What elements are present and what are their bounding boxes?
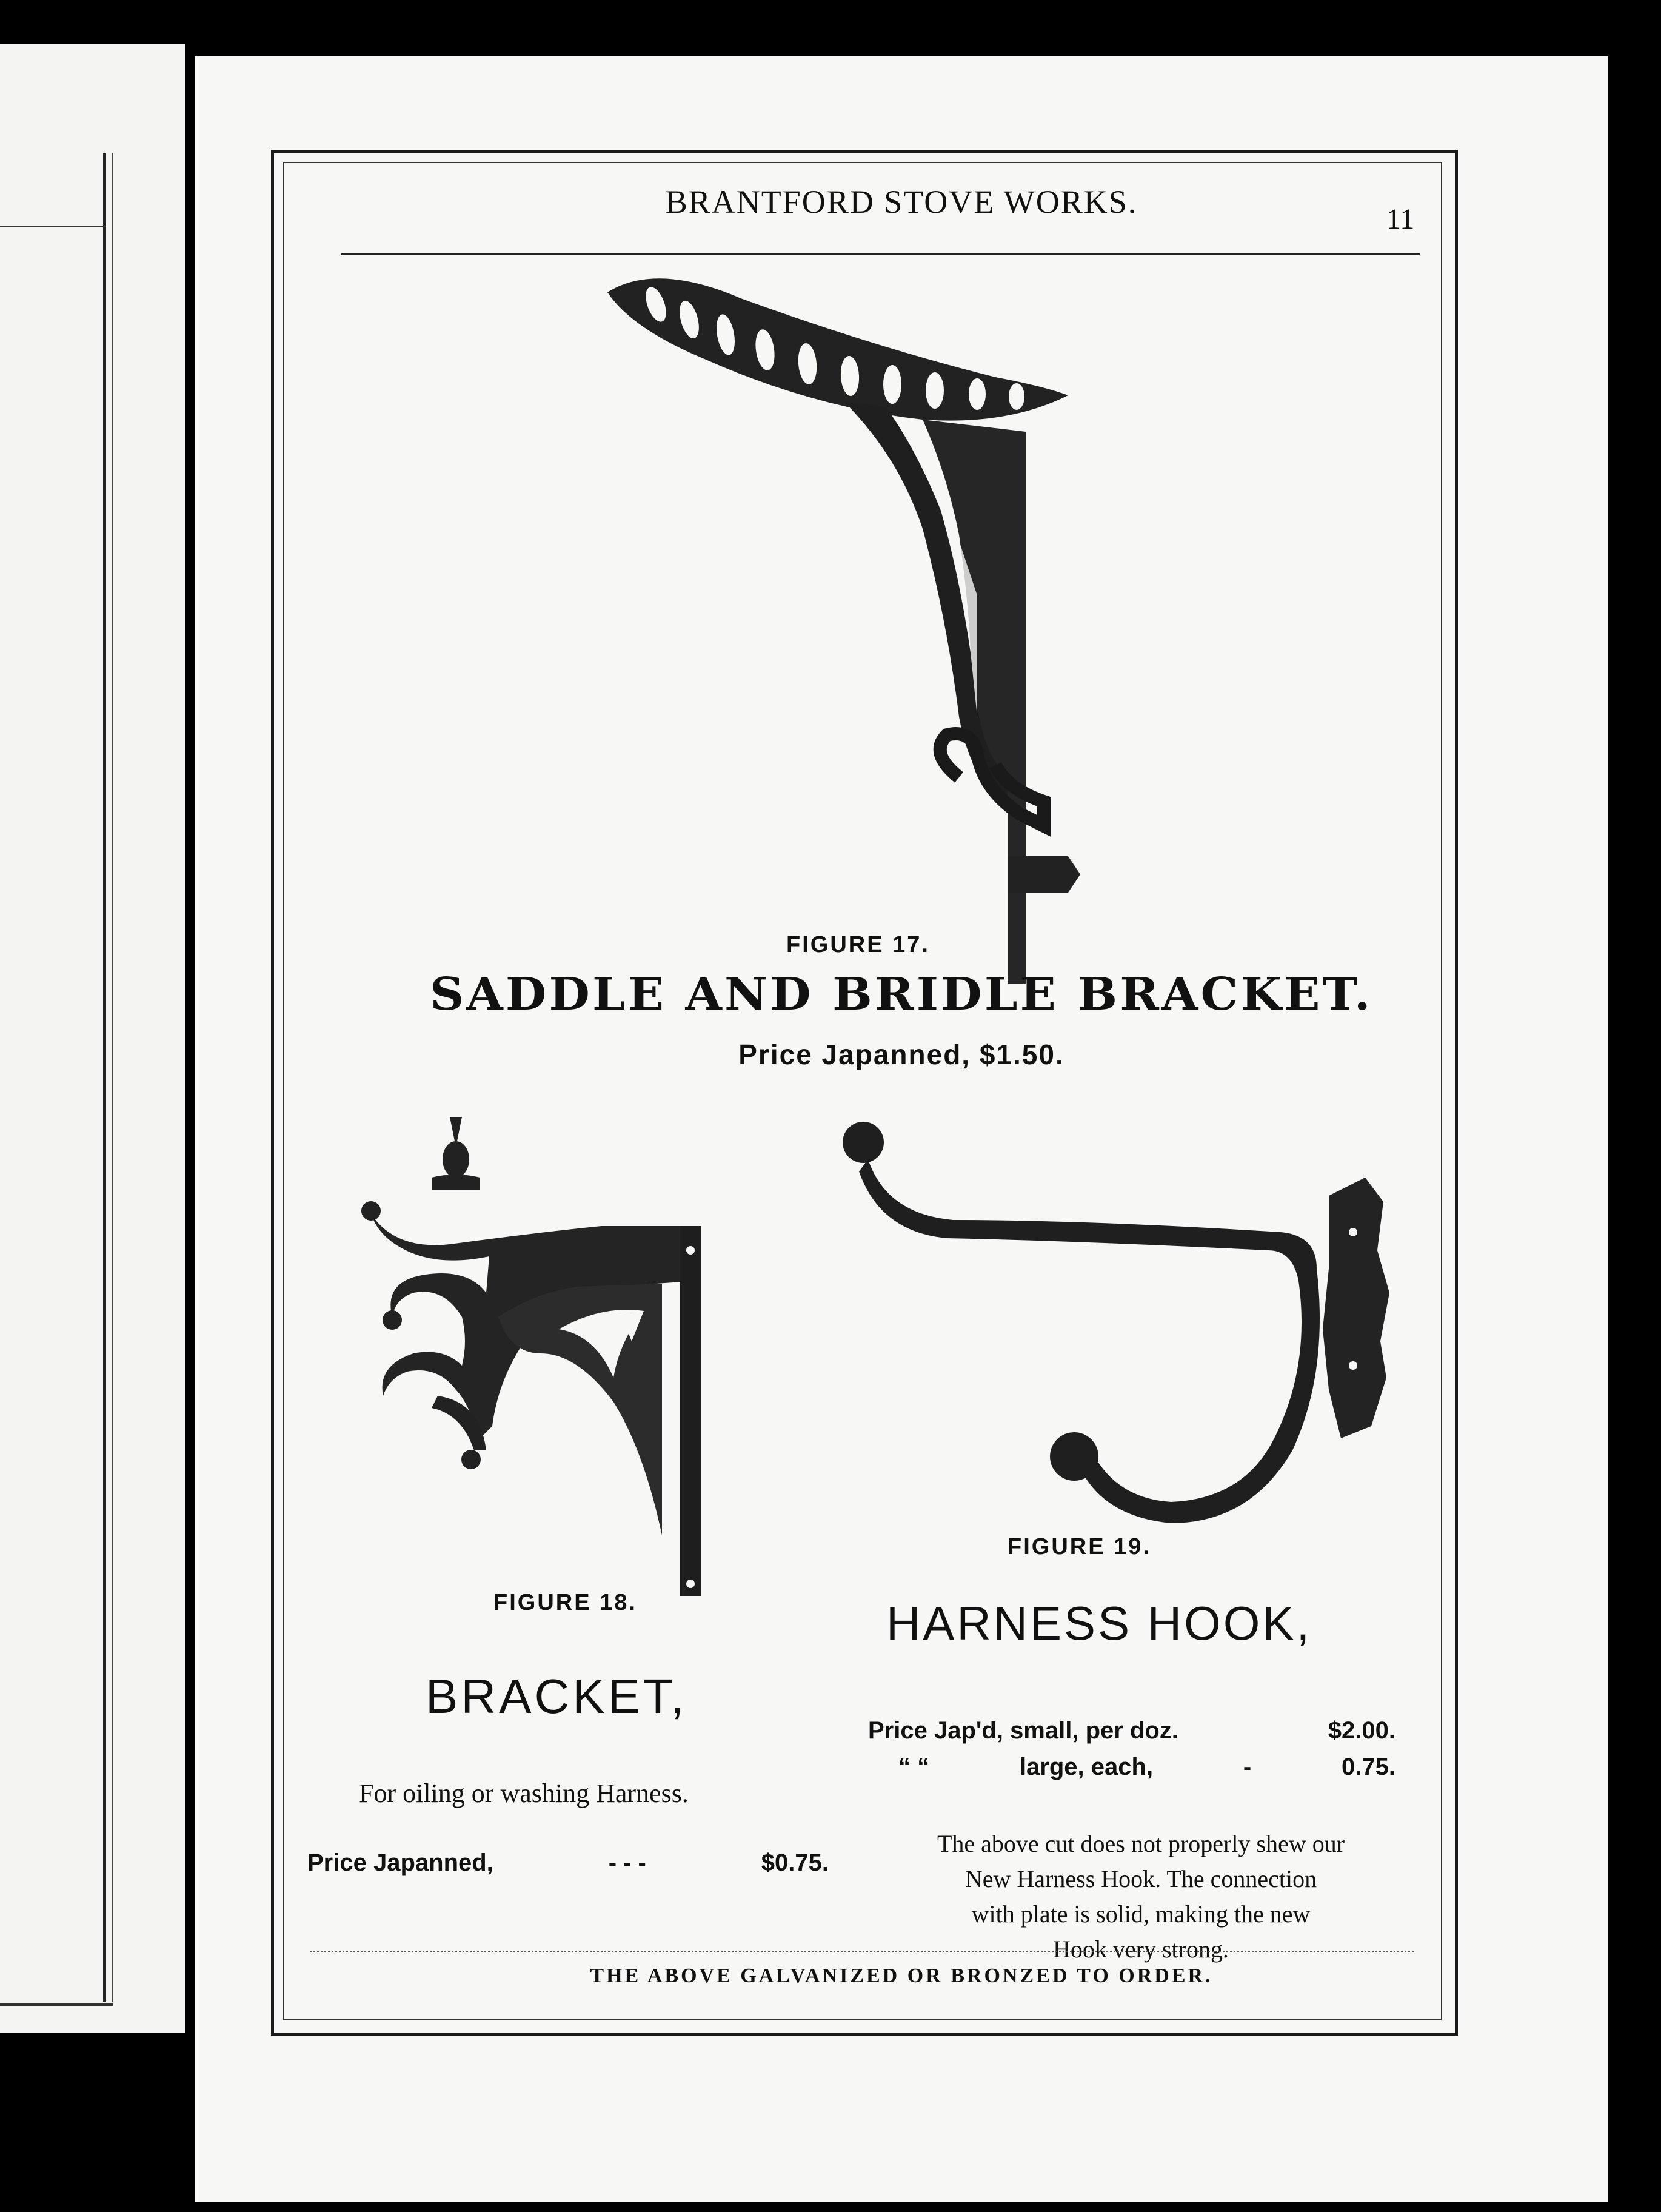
saddle-bracket-illustration (583, 256, 1177, 1002)
price-label: Price Jap'd, small, per doz. (868, 1717, 1178, 1744)
price-dash: - (1243, 1754, 1252, 1780)
footer-dotted-rule (310, 1951, 1414, 1952)
price-label: large, each, (1019, 1754, 1154, 1780)
figure-19-price-row-large (898, 1754, 1395, 1781)
page-header-title: BRANTFORD STOVE WORKS. (665, 184, 1138, 220)
harness-hook-illustration (832, 1111, 1408, 1547)
footer-note: THE ABOVE GALVANIZED OR BRONZED TO ORDER. (590, 1965, 1213, 1987)
page-number: 11 (1386, 203, 1415, 235)
figure-19-description (838, 1826, 1444, 1967)
adjacent-page-edge (0, 44, 185, 2033)
figure-19-price-row-small (868, 1717, 1395, 1744)
description-line: New Harness Hook. The connection (964, 1865, 1317, 1892)
figure-18-subtitle: For oiling or washing Harness. (359, 1778, 689, 1808)
figure-18-title: BRACKET, (426, 1669, 687, 1723)
ditto-marks: “ “ (898, 1754, 930, 1780)
header-rule (341, 253, 1420, 255)
border-rule (112, 153, 113, 2002)
figure-18-price-row (307, 1849, 829, 1877)
price-value: $2.00. (1328, 1717, 1395, 1744)
figure-18-label: FIGURE 18. (493, 1590, 637, 1615)
figure-19-label: FIGURE 19. (1008, 1534, 1151, 1560)
header-rule (0, 226, 106, 227)
border-rule (103, 153, 106, 2002)
description-line: with plate is solid, making the new (971, 1900, 1311, 1928)
bottom-rule (0, 2003, 113, 2006)
figure-19-title: HARNESS HOOK, (886, 1597, 1312, 1650)
figure-17-label: FIGURE 17. (786, 932, 930, 957)
figure-17-price: Price Japanned, $1.50. (738, 1039, 1064, 1070)
description-line: Hook very strong. (1053, 1936, 1229, 1963)
catalog-page (195, 56, 1608, 2202)
price-label: Price Japanned, (307, 1849, 493, 1876)
price-dashes: - - - (608, 1849, 646, 1876)
description-line: The above cut does not properly shew our (937, 1830, 1345, 1857)
bracket-illustration (359, 1111, 783, 1596)
price-value: 0.75. (1342, 1754, 1395, 1780)
figure-17-title: SADDLE AND BRIDLE BRACKET. (430, 968, 1373, 1021)
price-value: $0.75. (761, 1849, 829, 1876)
